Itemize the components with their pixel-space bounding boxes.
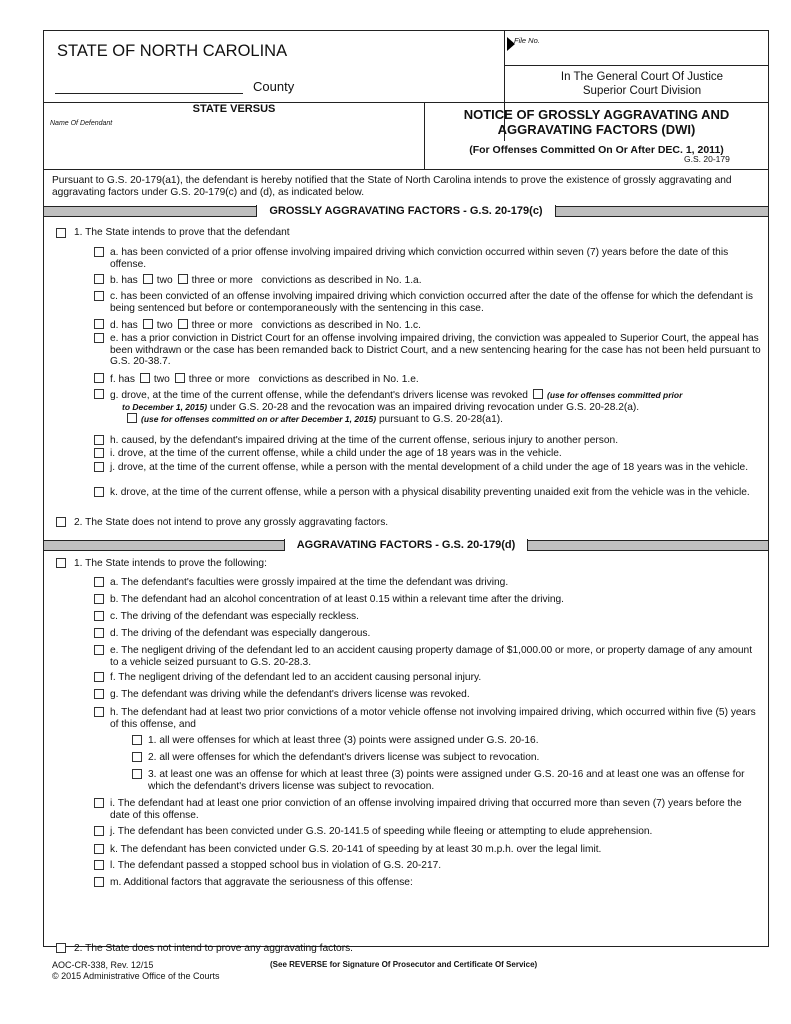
agg-item-i: i. The defendant had at least one prior conviction of an offense involving impaired driving that occurred more than seven (7) years before the date of this offense. [110,798,742,821]
notice-subtitle: (For Offenses Committed On Or After DEC. 1, 2011) [469,144,724,156]
agg-f-checkbox[interactable] [94,672,104,682]
gross-j-checkbox[interactable] [94,462,104,472]
gross-item-i: i. drove, at the time of the current offense, while a child under the age of 18 years was in the vehicle. [110,448,562,459]
agg-m-checkbox[interactable] [94,877,104,887]
gross-i-checkbox[interactable] [94,448,104,458]
agg-l-checkbox[interactable] [94,860,104,870]
gross-e-checkbox[interactable] [94,333,104,343]
gross-f-two-checkbox[interactable] [140,373,150,383]
gross-item-1: 1. The State intends to prove that the defendant [74,227,290,238]
section-title-grossly: GROSSLY AGGRAVATING FACTORS - G.S. 20-179(c) [44,205,768,217]
agg-h1-checkbox[interactable] [132,735,142,745]
gross-item-e: e. has a prior conviction in District Court for an offense involving impaired driving, the conviction was appealed to Superior Court, the appeal has been withdrawn or the case has been remanded back to District Court, and a new sentencing hearing for the case has not been held pursuant to G.S. 20-38.7. [110,333,761,368]
gross-f-checkbox[interactable] [94,373,104,383]
agg-item-d: d. The driving of the defendant was especially dangerous. [110,628,371,639]
gross-item-b: b. has two three or more convictions as described in No. 1.a. [110,275,422,286]
intro-paragraph: Pursuant to G.S. 20-179(a1), the defendant is hereby notified that the State of North Carolina intends to prove the existence of grossly aggravating and aggravating factors under G.S. 20-179(c) and (d), as indicated below. [52,175,732,199]
agg-item-a: a. The defendant's faculties were grossly impaired at the time the defendant was driving. [110,577,509,588]
agg-item-m: m. Additional factors that aggravate the seriousness of this offense: [110,877,413,888]
agg-2-checkbox[interactable] [56,943,66,953]
gross-b-checkbox[interactable] [94,274,104,284]
gross-d-three-checkbox[interactable] [178,319,188,329]
gross-d-checkbox[interactable] [94,319,104,329]
agg-b-checkbox[interactable] [94,594,104,604]
county-label: County [253,79,295,94]
gross-h-checkbox[interactable] [94,435,104,445]
agg-item-l: l. The defendant passed a stopped school bus in violation of G.S. 20-217. [110,860,442,871]
agg-item-c: c. The driving of the defendant was especially reckless. [110,611,359,622]
agg-a-checkbox[interactable] [94,577,104,587]
agg-h2-checkbox[interactable] [132,752,142,762]
gross-g-prior-checkbox[interactable] [533,389,543,399]
agg-j-checkbox[interactable] [94,826,104,836]
agg-item-h1: 1. all were offenses for which at least three (3) points were assigned under G.S. 20-16. [148,735,539,746]
gross-item-c: c. has been convicted of an offense involving impaired driving which conviction occurred after the date of the offense for which the defendant is being sentenced but before or contemporaneously with the sentencing in this case. [110,291,753,314]
court-division [472,71,791,99]
gross-f-three-checkbox[interactable] [175,373,185,383]
gross-c-checkbox[interactable] [94,291,104,301]
notice-title-line-2: AGGRAVATING FACTORS (DWI) [497,121,696,137]
agg-k-checkbox[interactable] [94,844,104,854]
gross-d-two-checkbox[interactable] [143,319,153,329]
reverse-note: (See REVERSE for Signature Of Prosecutor and Certificate Of Service) [270,960,538,969]
agg-item-g: g. The defendant was driving while the defendant's drivers license was revoked. [110,689,470,700]
gross-item-f: f. has two three or more convictions as described in No. 1.e. [110,374,419,385]
gross-2-checkbox[interactable] [56,517,66,527]
agg-item-b: b. The defendant had an alcohol concentration of at least 0.15 within a relevant time after the driving. [110,594,565,605]
gross-b-three-checkbox[interactable] [178,274,188,284]
gross-a-checkbox[interactable] [94,247,104,257]
agg-item-f: f. The negligent driving of the defendant led to an accident causing personal injury. [110,672,482,683]
agg-c-checkbox[interactable] [94,611,104,621]
agg-h3-checkbox[interactable] [132,769,142,779]
state-versus: STATE VERSUS [192,103,276,115]
agg-item-2: 2. The State does not intend to prove any aggravating factors. [74,943,354,954]
copyright: © 2015 Administrative Office of the Courts [52,971,220,982]
additional-factors-field[interactable] [110,891,760,933]
agg-item-j: j. The defendant has been convicted under G.S. 20-141.5 of speeding while fleeing or attempting to elude apprehension. [110,826,653,837]
county-field[interactable] [55,93,243,94]
form-number: AOC-CR-338, Rev. 12/15 [52,960,154,970]
gross-b-two-checkbox[interactable] [143,274,153,284]
state-title: STATE OF NORTH CAROLINA [57,42,288,60]
gross-item-d: d. has two three or more convictions as described in No. 1.c. [110,320,421,331]
gross-item-k: k. drove, at the time of the current offense, while a person with a physical disability preventing unaided exit from the vehicle was in the vehicle. [110,487,750,498]
agg-1-checkbox[interactable] [56,558,66,568]
agg-h-checkbox[interactable] [94,707,104,717]
gross-item-g: g. drove, at the time of the current offense, while the defendant's drivers license was revoked (use for offenses committed prior to December 1, 2015) under G.S. 20-28 and the revocation was an impaired driving revocation under G.S. 20-28.2(a). (use for offenses committed on or after December 1, 2015) pursuant to G.S. 20-28(a1). [110,390,683,426]
agg-item-h3: 3. at least one was an offense for which at least three (3) points were assigned under G.S. 20-16 and at least one was an offense for which the defendant's drivers license was subject to revocation. [148,769,745,792]
gross-1-checkbox[interactable] [56,228,66,238]
gross-g-after-checkbox[interactable] [127,413,137,423]
gross-k-checkbox[interactable] [94,487,104,497]
court-line-1: In The General Court Of Justice [560,71,724,83]
gross-item-a: a. has been convicted of a prior offense involving impaired driving which conviction occurred within seven (7) years before the date of this offense. [110,247,729,270]
section-title-aggravating: AGGRAVATING FACTORS - G.S. 20-179(d) [44,539,768,551]
defendant-name-label: Name Of Defendant [50,120,113,127]
statute-ref: G.S. 20-179 [684,154,730,164]
gross-item-2: 2. The State does not intend to prove any grossly aggravating factors. [74,517,389,528]
form-frame [43,30,769,954]
agg-item-h2: 2. all were offenses for which the defendant's drivers license was subject to revocation. [148,752,540,763]
agg-item-1: 1. The State intends to prove the following: [74,558,267,569]
form-footer [52,960,220,983]
gross-g-checkbox[interactable] [94,389,104,399]
agg-d-checkbox[interactable] [94,628,104,638]
agg-item-h: h. The defendant had at least two prior convictions of a motor vehicle offense not involving impaired driving, which occurred within five (5) years of this offense, and [110,707,756,730]
agg-item-k: k. The defendant has been convicted under G.S. 20-141 of speeding by at least 30 m.p.h. over the legal limit. [110,844,602,855]
notice-title [424,108,769,138]
gross-item-h: h. caused, by the defendant's impaired driving at the time of the current offense, serious injury to another person. [110,435,619,446]
notice-title-line-1: NOTICE OF GROSSLY AGGRAVATING AND [463,107,730,122]
agg-g-checkbox[interactable] [94,689,104,699]
court-line-2: Superior Court Division [582,84,702,97]
gross-item-j: j. drove, at the time of the current offense, while a person with the mental development of a child under the age of 18 years was in the vehicle. [110,462,749,473]
file-no-label: File No. [514,36,540,45]
agg-e-checkbox[interactable] [94,645,104,655]
agg-i-checkbox[interactable] [94,798,104,808]
agg-item-e: e. The negligent driving of the defendant led to an accident causing property damage of $1,000.00 or more, or property damage of any amount to a vehicle seized pursuant to G.S. 20-28.3. [110,645,753,668]
